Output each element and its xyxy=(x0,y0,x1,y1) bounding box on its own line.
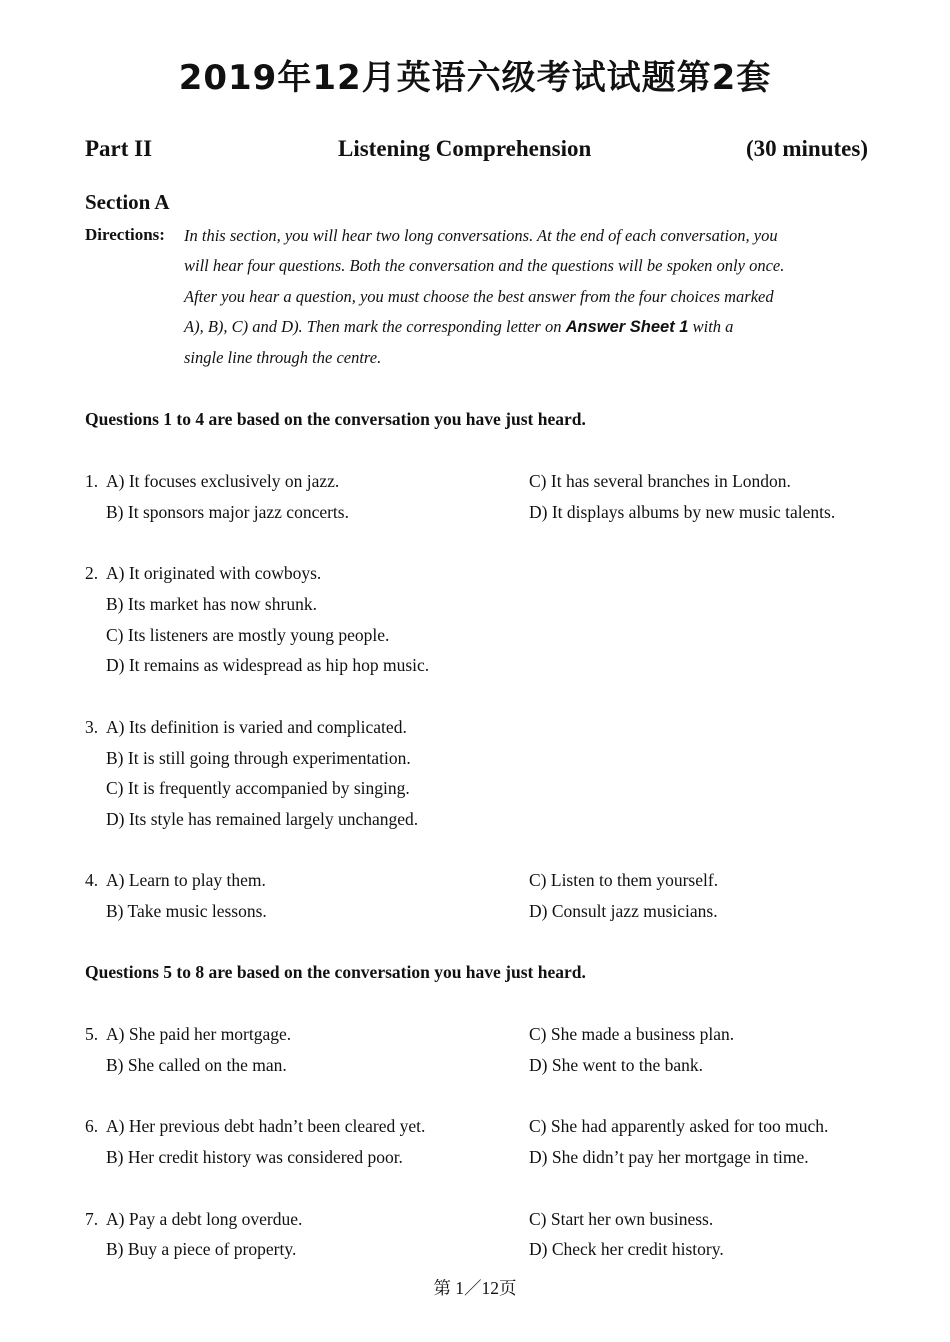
option: D) Check her credit history. xyxy=(529,1239,724,1259)
option: C) Listen to them yourself. xyxy=(529,870,719,890)
group-heading: Questions 5 to 8 are based on the conversation you have just heard. xyxy=(85,962,586,982)
option: C) It has several branches in London. xyxy=(529,471,791,491)
option: B) She called on the man. xyxy=(106,1055,287,1075)
directions-label: Directions: xyxy=(85,225,165,244)
page-footer: 第 1／12页 xyxy=(433,1278,517,1298)
directions-line xyxy=(184,317,733,337)
option: D) It displays albums by new music talents. xyxy=(529,502,836,522)
option: B) It sponsors major jazz concerts. xyxy=(106,502,349,522)
option: B) Buy a piece of property. xyxy=(106,1239,297,1259)
option: A) It originated with cowboys. xyxy=(106,563,322,583)
option: B) Her credit history was considered poor. xyxy=(106,1147,403,1167)
part-name: Listening Comprehension xyxy=(338,136,592,161)
directions-line: will hear four questions. Both the conversation and the questions will be spoken only once. xyxy=(184,256,785,275)
question-number: 1. xyxy=(85,471,99,491)
option: A) Learn to play them. xyxy=(106,870,266,890)
option: B) Take music lessons. xyxy=(106,901,267,921)
option: C) Its listeners are mostly young people. xyxy=(106,625,390,645)
question-number: 7. xyxy=(85,1209,99,1229)
option: D) It remains as widespread as hip hop music. xyxy=(106,655,430,675)
part-label: Part II xyxy=(85,136,153,161)
option: D) She didn’t pay her mortgage in time. xyxy=(529,1147,809,1167)
option: A) Her previous debt hadn’t been cleared yet. xyxy=(106,1116,426,1136)
option: C) She had apparently asked for too much. xyxy=(529,1116,829,1136)
question-number: 3. xyxy=(85,717,99,737)
option: D) Its style has remained largely unchanged. xyxy=(106,809,419,829)
part-time: (30 minutes) xyxy=(745,136,868,161)
directions-line: In this section, you will hear two long conversations. At the end of each conversation, you xyxy=(184,226,778,245)
section-heading: Section A xyxy=(85,190,170,214)
question-number: 2. xyxy=(85,563,99,583)
directions-text: with a xyxy=(692,317,734,336)
option: C) Start her own business. xyxy=(529,1209,714,1229)
option: A) She paid her mortgage. xyxy=(106,1024,292,1044)
option: A) Pay a debt long overdue. xyxy=(106,1209,303,1229)
answer-sheet-ref: Answer Sheet 1 xyxy=(565,318,689,336)
directions-text: A), B), C) and D). Then mark the corresponding letter on xyxy=(184,317,562,336)
directions-line: single line through the centre. xyxy=(184,348,382,367)
option: B) It is still going through experimentation. xyxy=(106,748,411,768)
option: D) Consult jazz musicians. xyxy=(529,901,718,921)
option: D) She went to the bank. xyxy=(529,1055,703,1075)
option: A) It focuses exclusively on jazz. xyxy=(106,471,340,491)
option: C) It is frequently accompanied by singing. xyxy=(106,778,410,798)
directions-line: After you hear a question, you must choose the best answer from the four choices marked xyxy=(184,287,774,306)
question-number: 5. xyxy=(85,1024,99,1044)
question-number: 4. xyxy=(85,870,99,890)
question-number: 6. xyxy=(85,1116,99,1136)
group-heading: Questions 1 to 4 are based on the conversation you have just heard. xyxy=(85,409,586,429)
option: A) Its definition is varied and complicated. xyxy=(106,717,407,737)
option: C) She made a business plan. xyxy=(529,1024,735,1044)
page-title: 2019年12月英语六级考试试题第2套 xyxy=(178,58,772,98)
option: B) Its market has now shrunk. xyxy=(106,594,317,614)
